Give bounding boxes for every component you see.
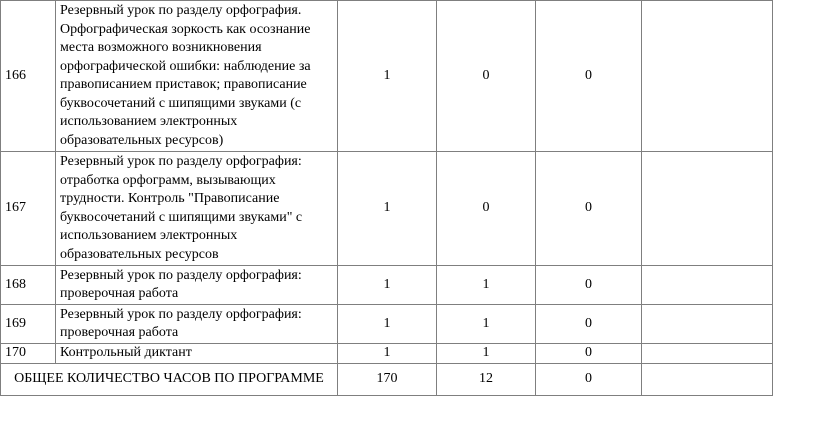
- lesson-topic: Контрольный диктант: [56, 344, 338, 364]
- summary-hours-tests: 12: [437, 364, 536, 396]
- summary-hours-practical: 0: [536, 364, 642, 396]
- digital-resources-cell: [642, 1, 773, 152]
- summary-resources-cell: [642, 364, 773, 396]
- hours-tests: 1: [437, 305, 536, 344]
- hours-tests: 0: [437, 152, 536, 266]
- summary-row: [1, 364, 773, 396]
- hours-total: 1: [338, 344, 437, 364]
- table-row: [1, 152, 773, 266]
- hours-tests: 1: [437, 266, 536, 305]
- lesson-topic: Резервный урок по разделу орфография: проверочная работа: [56, 305, 338, 344]
- digital-resources-cell: [642, 152, 773, 266]
- hours-total: 1: [338, 1, 437, 152]
- digital-resources-cell: [642, 344, 773, 364]
- lesson-topic: Резервный урок по разделу орфография: отработка орфограмм, вызывающих трудности. Контроль "Правописание буквосочетаний с шипящими звуками" с использованием электронных образовательных ресурсов: [56, 152, 338, 266]
- hours-practical: 0: [536, 152, 642, 266]
- digital-resources-cell: [642, 305, 773, 344]
- table-row: [1, 305, 773, 344]
- table-row: [1, 344, 773, 364]
- digital-resources-cell: [642, 266, 773, 305]
- hours-practical: 0: [536, 266, 642, 305]
- hours-total: 1: [338, 266, 437, 305]
- summary-hours-total: 170: [338, 364, 437, 396]
- hours-tests: 0: [437, 1, 536, 152]
- lesson-number: 166: [1, 1, 56, 152]
- lesson-topic: Резервный урок по разделу орфография. Орфографическая зоркость как осознание места возможного возникновения орфографической ошибки: наблюдение за правописанием приставок; правописание буквосочетаний с шипящими звуками (с использованием электронных образовательных ресурсов): [56, 1, 338, 152]
- summary-label: ОБЩЕЕ КОЛИЧЕСТВО ЧАСОВ ПО ПРОГРАММЕ: [1, 364, 338, 396]
- lesson-topic: Резервный урок по разделу орфография: проверочная работа: [56, 266, 338, 305]
- hours-total: 1: [338, 152, 437, 266]
- lesson-number: 167: [1, 152, 56, 266]
- lesson-number: 168: [1, 266, 56, 305]
- lesson-number: 170: [1, 344, 56, 364]
- hours-total: 1: [338, 305, 437, 344]
- hours-practical: 0: [536, 305, 642, 344]
- lesson-number: 169: [1, 305, 56, 344]
- table-row: [1, 266, 773, 305]
- hours-practical: 0: [536, 1, 642, 152]
- table-row: [1, 1, 773, 152]
- hours-tests: 1: [437, 344, 536, 364]
- hours-practical: 0: [536, 344, 642, 364]
